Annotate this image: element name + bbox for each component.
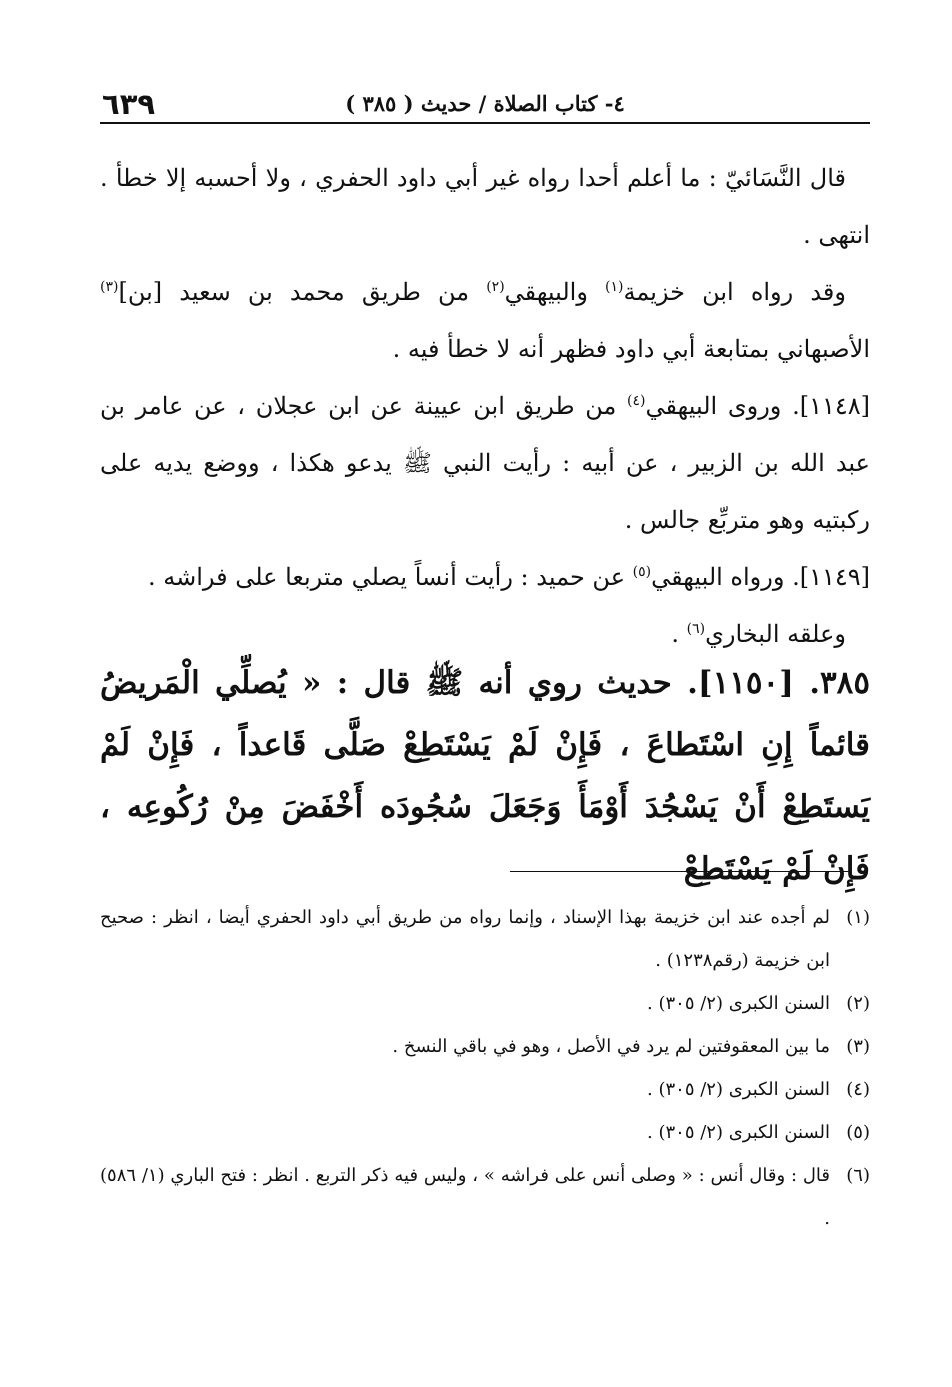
paragraph-1148: [100, 378, 870, 549]
text-segment: الأصبهاني بمتابعة أبي داود فظهر أنه لا خطأ فيه .: [392, 335, 870, 363]
footnote-ref-5[interactable]: (٥): [632, 564, 652, 580]
footnote-ref-4[interactable]: (٤): [627, 393, 646, 409]
text-segment: والبيهقي: [504, 278, 606, 306]
footnote-number: (١): [846, 907, 870, 928]
footnote-ref-6[interactable]: (٦): [686, 621, 706, 637]
text-segment: عن حميد : رأيت أنساً يصلي متربعا على فراشه .: [147, 563, 633, 591]
text-segment: من طريق محمد بن سعيد [بن]: [118, 278, 487, 306]
footnote-ref-1[interactable]: (١): [605, 279, 624, 295]
hadith-text: ٣٨٥. [١١٥٠]. حديث روي أنه ﷺ قال : « يُصلِّي الْمَريضُ قائماً إِنِ اسْتَطاعَ ، فَإِنْ لَمْ يَسْتَطِعْ صَلَّى قَاعداً ، فَإِنْ لَمْ يَستَطِعْ أَنْ يَسْجُدَ أَوْمَأَ وَجَعَلَ سُجُودَه أَخْفَضَ مِنْ رُكُوعِه ، فَإِنْ لَمْ يَسْتَطِعْ: [100, 665, 870, 887]
footnotes: [100, 896, 870, 1240]
main-text: [100, 150, 870, 663]
paragraph-nasai: قال النَّسَائيّ : ما أعلم أحدا رواه غير أبي داود الحفري ، ولا أحسبه إلا خطأ . انتهى .: [100, 164, 870, 249]
footnote-2: [100, 982, 870, 1025]
footnote-ref-2[interactable]: (٢): [486, 279, 505, 295]
hadith-385: [100, 652, 870, 900]
paragraph-1149: [100, 549, 870, 606]
page-header: [100, 86, 870, 124]
text-segment: [١١٤٩]. ورواه البيهقي: [651, 563, 870, 591]
paragraph-ibn-khuzaymah: [100, 264, 870, 378]
footnote-number: (٣): [846, 1036, 870, 1057]
footnote-number: (٦): [846, 1165, 870, 1186]
text-segment: [١١٤٨]. وروى البيهقي: [645, 392, 870, 420]
text-segment: من طريق ابن عيينة عن ابن عجلان ، عن عامر بن عبد الله بن الزبير ، عن أبيه : رأيت النبي ﷺ يدعو هكذا ، ووضع يديه على ركبتيه وهو متربِّع جالس .: [100, 392, 870, 534]
footnote-4: [100, 1068, 870, 1111]
footnote-text: السنن الكبرى (٢/ ٣٠٥) .: [647, 1079, 830, 1100]
footnote-5: [100, 1111, 870, 1154]
footnote-divider: [510, 871, 850, 872]
footnote-3: [100, 1025, 870, 1068]
text-segment: .: [671, 620, 687, 648]
footnote-number: (٢): [846, 993, 870, 1014]
footnote-text: قال : وقال أنس : « وصلى أنس على فراشه » ، وليس فيه ذكر التربع . انظر : فتح الباري (١/ ٥٨٦) .: [100, 1165, 830, 1229]
footnote-text: لم أجده عند ابن خزيمة بهذا الإسناد ، وإنما رواه من طريق أبي داود الحفري أيضا ، انظر : صحيح ابن خزيمة (رقم١٢٣٨) .: [100, 907, 830, 971]
footnote-text: السنن الكبرى (٢/ ٣٠٥) .: [647, 1122, 830, 1143]
footnote-1: [100, 896, 870, 982]
footnote-text: السنن الكبرى (٢/ ٣٠٥) .: [647, 993, 830, 1014]
footnote-text: ما بين المعقوفتين لم يرد في الأصل ، وهو في باقي النسخ .: [392, 1036, 830, 1057]
text-segment: وقد رواه ابن خزيمة: [623, 278, 846, 306]
text-segment: وعلقه البخاري: [705, 620, 846, 648]
running-head: ٤- كتاب الصلاة / حديث ( ٣٨٥ ): [345, 91, 625, 116]
footnote-number: (٤): [846, 1079, 870, 1100]
footnote-ref-3[interactable]: (٣): [100, 279, 119, 295]
footnote-6: [100, 1154, 870, 1240]
footnote-number: (٥): [846, 1122, 870, 1143]
page-number: ٦٣٩: [102, 87, 156, 121]
